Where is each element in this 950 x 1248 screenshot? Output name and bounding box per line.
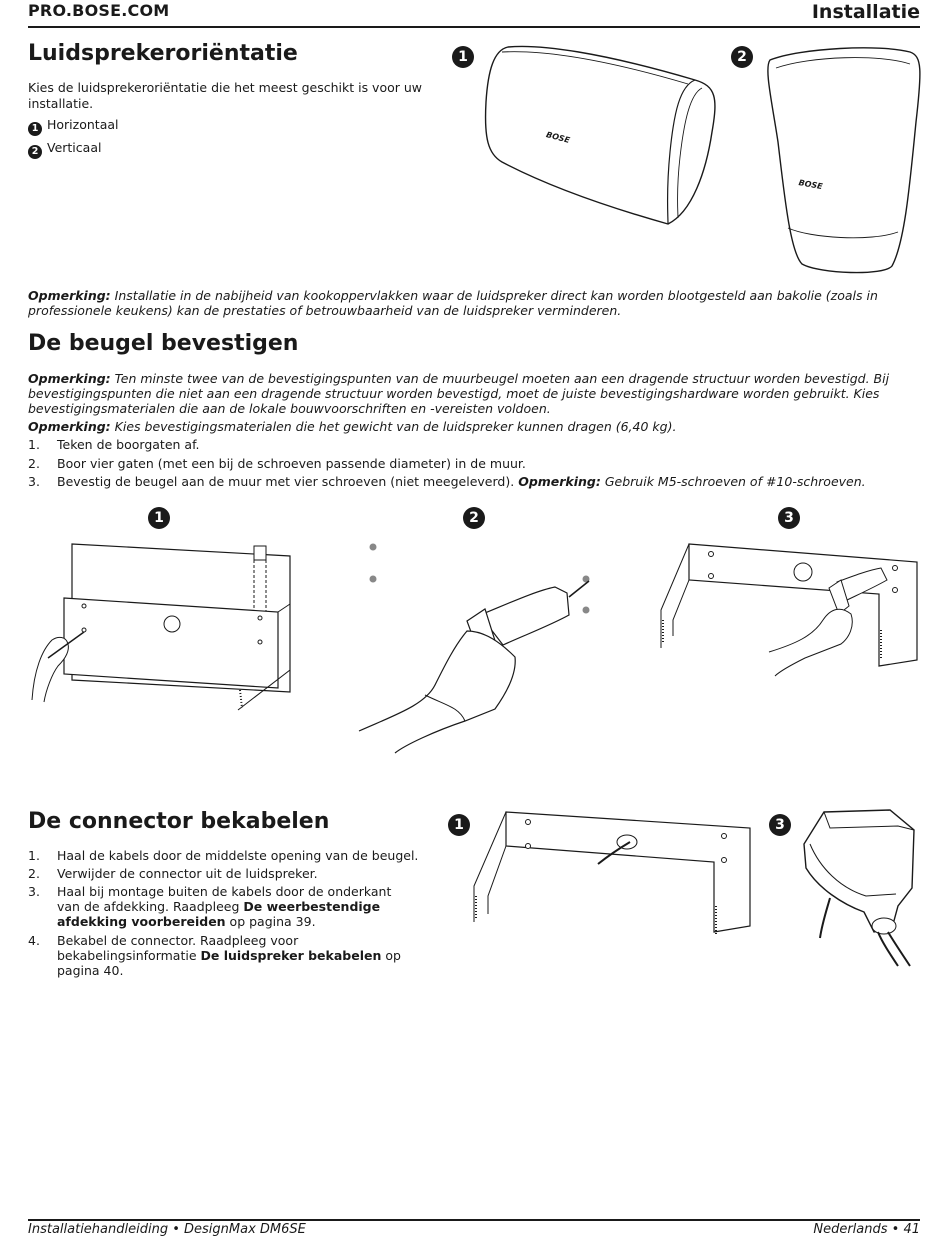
step-text-wrapper xyxy=(57,884,407,929)
callout-1: 1 xyxy=(448,814,470,836)
footer-rule xyxy=(28,1219,920,1221)
option-horizontal xyxy=(28,117,118,136)
step-text: Verwijder de connector uit de luidspreker. xyxy=(57,866,318,881)
option-number: 2 xyxy=(28,145,42,159)
option-label: Horizontaal xyxy=(47,117,119,132)
callout-2: 2 xyxy=(463,507,485,529)
step-text: Teken de boorgaten af. xyxy=(57,437,200,452)
connector-step xyxy=(28,933,428,981)
footer-page-number: Nederlands • 41 xyxy=(813,1222,920,1237)
bracket-step xyxy=(28,437,920,453)
connector-step xyxy=(28,884,428,932)
connector-step xyxy=(28,848,428,864)
callout-1: 1 xyxy=(452,46,474,68)
step-number: 2. xyxy=(28,456,40,471)
cable-through-bracket-illustration xyxy=(470,810,755,942)
connector-wiring-illustration xyxy=(800,808,922,968)
step-note-text: Gebruik M5-schroeven of #10-schroeven. xyxy=(604,474,866,489)
bracket-title: De beugel bevestigen xyxy=(28,331,299,356)
footer-document-title: Installatiehandleiding • DesignMax DM6SE xyxy=(28,1222,306,1237)
option-number: 1 xyxy=(28,122,42,136)
step-link-bold: De weerbestendige afdekking voorbereiden xyxy=(57,899,381,929)
option-vertical xyxy=(28,140,101,159)
note-label: Opmerking: xyxy=(28,419,111,434)
step-text-wrapper xyxy=(57,933,427,978)
note-text: Ten minste twee van de bevestigingspunten van de muurbeugel moeten aan een dragende structuur worden bevestigd. Bij bevestigingspunten die niet aan een dragende structuur worden bevestigd, moet de juiste bevestigingshardware worden gebruikt. Kies bevestigingsmaterialen die aan de lokale bouwvoorschriften en -vereisten voldoen. xyxy=(28,371,890,416)
step-number: 3. xyxy=(28,474,40,489)
option-label: Verticaal xyxy=(47,140,102,155)
site-name: PRO.BOSE.COM xyxy=(28,1,170,20)
callout-1: 1 xyxy=(148,507,170,529)
step-text-after: op pagina 40. xyxy=(57,948,401,978)
callout-3: 3 xyxy=(769,814,791,836)
bracket-step xyxy=(28,474,920,490)
header-rule xyxy=(28,26,920,28)
callout-3: 3 xyxy=(778,507,800,529)
step-number: 3. xyxy=(28,884,40,899)
fasten-bracket-illustration xyxy=(655,540,923,680)
step-link-bold: De luidspreker bekabelen xyxy=(200,948,382,963)
bracket-note-2 xyxy=(28,419,920,434)
callout-2: 2 xyxy=(731,46,753,68)
mark-holes-illustration xyxy=(28,540,293,715)
step-text: Haal bij montage buiten de kabels door de onderkant van de afdekking. Raadpleeg xyxy=(57,884,392,914)
step-number: 2. xyxy=(28,866,40,881)
step-text: Haal de kabels door de middelste opening van de beugel. xyxy=(57,848,419,863)
note-text: Kies bevestigingsmaterialen die het gewicht van de luidspreker kunnen dragen (6,40 kg). xyxy=(114,419,677,434)
bracket-step xyxy=(28,456,920,472)
drill-holes-illustration xyxy=(355,535,605,755)
vertical-speaker-illustration xyxy=(760,42,925,282)
orientation-note xyxy=(28,288,920,318)
step-text-after: op pagina 39. xyxy=(225,914,316,929)
orientation-intro: Kies de luidsprekeroriëntatie die het meest geschikt is voor uw installatie. xyxy=(28,80,423,111)
step-text: Boor vier gaten (met een bij de schroeven passende diameter) in de muur. xyxy=(57,456,526,471)
note-label: Opmerking: xyxy=(28,288,111,303)
brand-logo: BOSE xyxy=(545,130,571,145)
brand-logo: BOSE xyxy=(797,178,824,192)
connector-title: De connector bekabelen xyxy=(28,809,330,834)
orientation-title: Luidsprekeroriëntatie xyxy=(28,41,298,66)
step-number: 1. xyxy=(28,437,40,452)
section-title: Installatie xyxy=(811,1,920,23)
step-text: Bekabel de connector. Raadpleeg voor bekabelingsinformatie xyxy=(57,933,299,963)
step-number: 1. xyxy=(28,848,40,863)
note-label: Opmerking: xyxy=(28,371,111,386)
step-note-label: Opmerking: xyxy=(518,474,601,489)
note-text: Installatie in de nabijheid van kookoppervlakken waar de luidspreker direct kan worden blootgesteld aan bakolie (zoals in professionele keukens) kan de prestaties of betrouwbaarheid van de luidspreker verminderen. xyxy=(28,288,878,318)
bracket-note-1 xyxy=(28,371,920,416)
step-number: 4. xyxy=(28,933,40,948)
step-text-wrapper xyxy=(57,474,866,489)
step-text: Bevestig de beugel aan de muur met vier schroeven (niet meegeleverd). xyxy=(57,474,515,489)
connector-step xyxy=(28,866,428,882)
horizontal-speaker-illustration xyxy=(480,42,725,232)
